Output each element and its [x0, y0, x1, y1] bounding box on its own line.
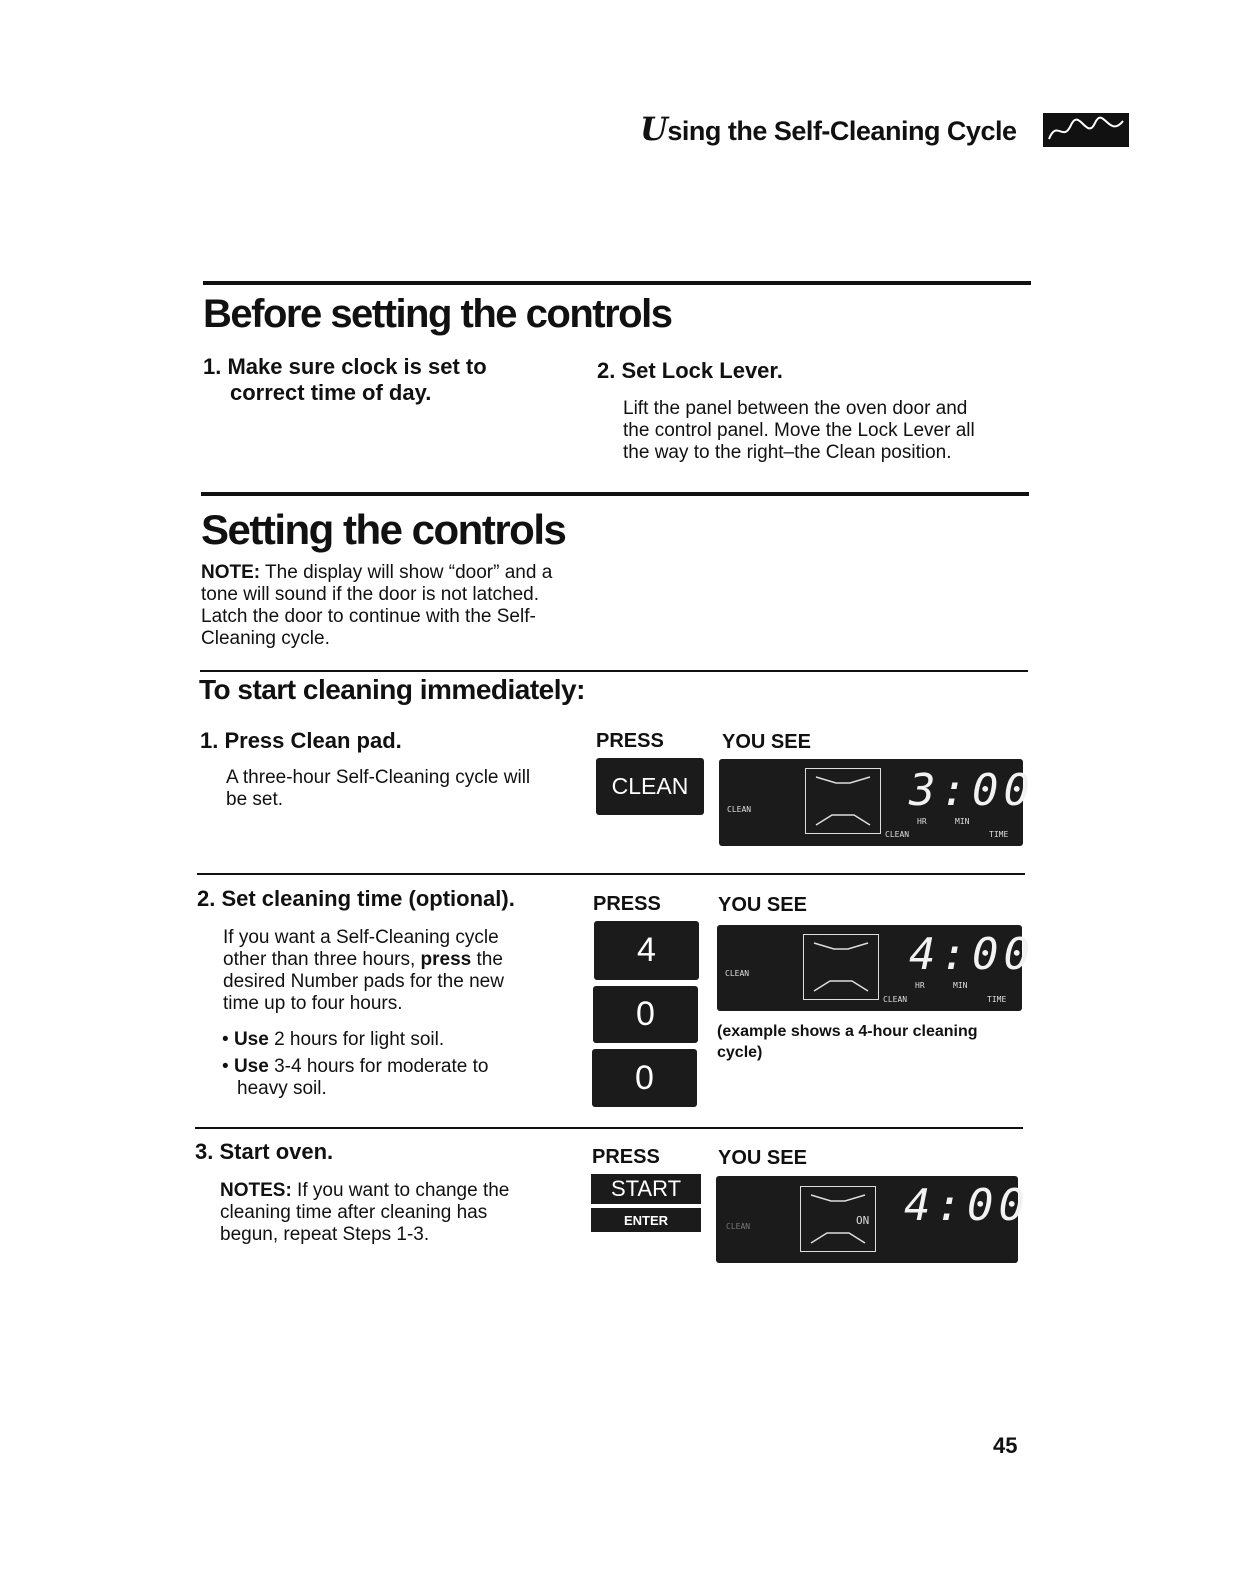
display-small-text: CLEAN — [883, 995, 908, 1004]
brand-logo — [1043, 113, 1129, 147]
you-see-label: YOU SEE — [718, 1147, 807, 1169]
caption-line: (example shows a 4-hour cleaning — [717, 1023, 978, 1040]
before-step-2-line: the way to the right–the Clean position. — [623, 442, 952, 463]
subsection-title-immediate: To start cleaning immediately: — [199, 674, 585, 705]
before-step-1-line2: correct time of day. — [230, 380, 432, 405]
display-panel-step-2 — [717, 925, 1035, 1011]
display-small-text: CLEAN — [725, 969, 750, 978]
number-pad-0-button[interactable]: 0 — [592, 1049, 697, 1107]
before-step-1 — [203, 354, 487, 406]
immediate-step-3-title: 3. Start oven. — [195, 1139, 334, 1164]
before-step-2-body — [623, 398, 975, 464]
display-small-text: MIN — [955, 817, 970, 826]
display-panel-step-3 — [716, 1176, 1030, 1263]
bullet-item: • Use 2 hours for light soil. — [222, 1029, 445, 1050]
bullet-continuation: heavy soil. — [237, 1078, 327, 1099]
note-line: Cleaning cycle. — [201, 628, 330, 649]
before-step-2-line: the control panel. Move the Lock Lever all — [623, 420, 975, 441]
step-2-bold: press — [420, 949, 472, 970]
immediate-step-2-body — [223, 927, 504, 1015]
display-digits: 4:00 — [904, 1180, 1030, 1231]
you-see-label: YOU SEE — [718, 894, 807, 916]
step-2-line: other than three hours, — [223, 949, 421, 970]
oven-frame-icon — [805, 768, 881, 834]
step-2-line: the — [471, 949, 503, 970]
press-label: PRESS — [596, 730, 664, 752]
you-see-label: YOU SEE — [722, 731, 811, 753]
display-digits: 4:00 — [909, 929, 1035, 980]
subsection-rule — [200, 670, 1028, 672]
header-title-text: sing the Self-Cleaning Cycle — [667, 116, 1017, 146]
caption-line: cycle) — [717, 1044, 763, 1061]
section-title-before: Before setting the controls — [203, 292, 672, 336]
notes-label: NOTES: — [220, 1180, 292, 1201]
logo-scribble-icon — [1043, 113, 1129, 147]
header-script-letter: U — [640, 110, 668, 148]
immediate-step-1-title: 1. Press Clean pad. — [200, 728, 402, 753]
display-small-text: CLEAN — [885, 830, 910, 839]
notes-line: cleaning time after cleaning has — [220, 1202, 488, 1223]
display-small-text: HR — [917, 817, 927, 826]
step-rule — [197, 873, 1025, 875]
note-line: tone will sound if the door is not latched. — [201, 584, 539, 605]
step-2-line: time up to four hours. — [223, 993, 403, 1014]
before-step-2-line: Lift the panel between the oven door and — [623, 398, 968, 419]
note-label: NOTE: — [201, 562, 261, 583]
step-2-line: If you want a Self-Cleaning cycle — [223, 927, 499, 948]
immediate-step-3-notes — [220, 1180, 509, 1246]
step-rule — [195, 1127, 1023, 1129]
display-small-text: MIN — [953, 981, 968, 990]
display-on-indicator: ON — [856, 1214, 870, 1227]
step-1-line: be set. — [226, 789, 284, 810]
display-small-text: HR — [915, 981, 925, 990]
before-step-2-title: 2. Set Lock Lever. — [597, 358, 783, 383]
bullet-item: • Use 3-4 hours for moderate to — [222, 1056, 489, 1077]
note-line: The display will show “door” and a — [260, 562, 553, 583]
immediate-step-2-title: 2. Set cleaning time (optional). — [197, 886, 515, 911]
enter-pad-label: ENTER — [591, 1208, 701, 1232]
number-pad-4-button[interactable]: 4 — [594, 921, 699, 980]
oven-frame-icon — [803, 934, 879, 1000]
press-label: PRESS — [593, 893, 661, 915]
section-title-setting: Setting the controls — [201, 506, 566, 553]
display-panel-step-1 — [719, 759, 1035, 846]
section-rule — [203, 281, 1031, 285]
notes-line: If you want to change the — [291, 1180, 510, 1201]
notes-line: begun, repeat Steps 1-3. — [220, 1224, 430, 1245]
step-2-line: desired Number pads for the new — [223, 971, 504, 992]
before-step-1-line1: 1. Make sure clock is set to — [203, 354, 487, 379]
immediate-step-1-body — [226, 767, 530, 811]
number-pad-0-button[interactable]: 0 — [593, 986, 698, 1043]
display-digits: 3:00 — [909, 765, 1035, 816]
display-caption — [717, 1021, 978, 1063]
step-1-line: A three-hour Self-Cleaning cycle will — [226, 767, 531, 788]
display-small-text: CLEAN — [727, 805, 752, 814]
page-number: 45 — [993, 1433, 1018, 1458]
page-header-title — [640, 110, 1016, 148]
display-small-text: TIME — [989, 830, 1009, 839]
setting-note — [201, 562, 552, 650]
clean-pad-button[interactable]: CLEAN — [596, 758, 704, 815]
display-small-text: TIME — [987, 995, 1007, 1004]
press-label: PRESS — [592, 1146, 660, 1168]
start-pad-button[interactable]: START — [591, 1174, 701, 1204]
display-small-text: CLEAN — [726, 1222, 751, 1231]
note-line: Latch the door to continue with the Self- — [201, 606, 536, 627]
section-rule — [201, 492, 1029, 496]
